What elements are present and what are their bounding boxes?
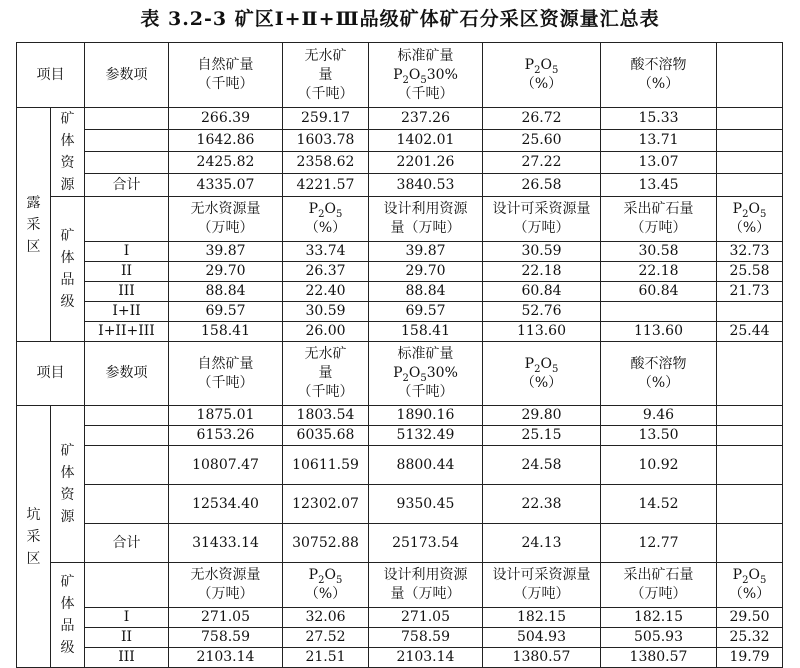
cell-text: 矿 [60, 111, 75, 127]
area-label-open-pit [17, 108, 51, 342]
table-row [17, 648, 783, 668]
data-cell: 30.59 [483, 242, 601, 262]
cell-text: 2 [534, 64, 541, 76]
cell-text: 采出矿石量 [623, 567, 694, 583]
cell-text: 2 [742, 208, 749, 220]
cell-text: O [324, 567, 336, 583]
data-cell: 504.93 [483, 628, 601, 648]
data-cell: 2103.14 [169, 648, 283, 668]
cell-text: （%） [728, 220, 771, 236]
p2o5-header-cell [717, 197, 783, 242]
header-empty [717, 342, 783, 406]
data-cell [601, 302, 717, 322]
cell-text: O [408, 66, 421, 83]
data-cell: 60.84 [601, 282, 717, 302]
data-cell: 1380.57 [483, 648, 601, 668]
grade-header-design-use [369, 563, 483, 608]
data-cell: 182.15 [601, 608, 717, 628]
data-cell: 12.77 [601, 524, 717, 563]
table-row [17, 302, 783, 322]
data-cell [717, 446, 783, 485]
data-cell: 505.93 [601, 628, 717, 648]
cell-text: 无水资源量 [190, 201, 261, 217]
data-cell: 182.15 [483, 608, 601, 628]
data-cell: 14.52 [601, 485, 717, 524]
data-cell: 1380.57 [601, 648, 717, 668]
data-cell: 1875.01 [169, 406, 283, 426]
cell-text: O [324, 201, 336, 217]
data-cell: 10611.59 [283, 446, 369, 485]
data-cell: III [85, 648, 169, 668]
cell-text: O [748, 567, 760, 583]
p2o5-header-cell [283, 197, 369, 242]
cell-text: 露 [26, 194, 41, 211]
data-cell: 合计 [85, 524, 169, 563]
data-cell: 3840.53 [369, 174, 483, 197]
data-cell: 12534.40 [169, 485, 283, 524]
table-row [17, 628, 783, 648]
table-row [17, 282, 783, 302]
table-row [17, 608, 783, 628]
data-cell [85, 426, 169, 446]
cell-text: 5 [551, 64, 559, 76]
data-cell: 52.76 [483, 302, 601, 322]
resource-summary-table [16, 42, 783, 668]
cell-text: 2 [318, 208, 325, 220]
cell-text: 2 [318, 574, 325, 586]
table-row [17, 426, 783, 446]
data-cell: 22.18 [483, 262, 601, 282]
cell-text: 体 [60, 133, 75, 149]
cell-text: 无水矿 [304, 346, 347, 362]
cell-text: （千吨） [297, 384, 354, 400]
header-project: 项目 [17, 43, 85, 108]
header-project: 项目 [17, 342, 85, 406]
data-cell: 8800.44 [369, 446, 483, 485]
cell-text: 区 [26, 550, 41, 567]
data-cell: 33.74 [283, 242, 369, 262]
header-anhydrous-ore [283, 43, 369, 108]
cell-text: （千吨） [197, 76, 254, 92]
cell-text: （万吨） [197, 586, 254, 602]
cell-text: 标准矿量 [397, 346, 454, 362]
data-cell: 6153.26 [169, 426, 283, 446]
cell-text: 2 [402, 372, 409, 384]
cell-text: （万吨） [630, 220, 687, 236]
data-cell: 22.18 [601, 262, 717, 282]
cell-text: P [308, 201, 319, 217]
grade-label-underground [51, 563, 85, 668]
data-cell [717, 174, 783, 197]
grade-header-design-mineable [483, 563, 601, 608]
data-cell: 30752.88 [283, 524, 369, 563]
data-cell: 113.60 [601, 322, 717, 342]
data-cell: I+II+III [85, 322, 169, 342]
data-cell: 69.57 [169, 302, 283, 322]
body-label-resource [51, 108, 85, 197]
table-body [17, 43, 783, 668]
cell-text: 30% [426, 365, 458, 381]
data-cell [85, 446, 169, 485]
header-anhydrous-ore [283, 342, 369, 406]
grade-header-anhydrous [169, 563, 283, 608]
data-cell: 1603.78 [283, 130, 369, 152]
data-cell: 25.15 [483, 426, 601, 446]
cell-text: 采 [26, 216, 41, 233]
data-cell: 259.17 [283, 108, 369, 130]
data-cell: 5132.49 [369, 426, 483, 446]
data-cell: 22.38 [483, 485, 601, 524]
data-cell: I+II [85, 302, 169, 322]
body-label-resource [51, 406, 85, 563]
data-cell: 13.71 [601, 130, 717, 152]
data-cell: 271.05 [369, 608, 483, 628]
cell-text: O [408, 365, 421, 381]
cell-text: 5 [759, 574, 767, 586]
data-cell: 13.07 [601, 152, 717, 174]
grade-label-open-pit [51, 197, 85, 342]
cell-text: 级 [60, 640, 75, 656]
data-cell [85, 406, 169, 426]
data-cell: 31433.14 [169, 524, 283, 563]
cell-text: 无水矿 [304, 47, 347, 64]
cell-text: 源 [60, 509, 75, 525]
data-cell: 2425.82 [169, 152, 283, 174]
cell-text: 资 [60, 155, 75, 171]
data-cell [85, 108, 169, 130]
p2o5-header-cell [483, 43, 601, 108]
cell-text: （%） [520, 76, 563, 92]
cell-text: 自然矿量 [197, 57, 254, 73]
cell-text: 30% [426, 66, 458, 83]
cell-text: 5 [759, 208, 767, 220]
table-row [17, 108, 783, 130]
cell-text: 量 [318, 365, 333, 381]
data-cell: 26.58 [483, 174, 601, 197]
data-cell [85, 130, 169, 152]
cell-text: 量 [318, 66, 333, 83]
data-cell: 32.73 [717, 242, 783, 262]
header-insoluble [601, 43, 717, 108]
data-cell: 25173.54 [369, 524, 483, 563]
cell-text: 源 [60, 177, 75, 193]
cell-text: O [748, 201, 760, 217]
cell-text: （万吨） [513, 586, 570, 602]
cell-text: 2 [534, 363, 541, 375]
data-cell [717, 108, 783, 130]
area-label-underground [17, 406, 51, 668]
data-cell: 24.13 [483, 524, 601, 563]
data-cell: 12302.07 [283, 485, 369, 524]
cell-text: 量（万吨） [390, 220, 461, 236]
cell-text: （千吨） [297, 85, 354, 102]
cell-text: 设计可采资源量 [492, 567, 591, 583]
data-cell: 21.51 [283, 648, 369, 668]
header-param: 参数项 [85, 43, 169, 108]
table-title: 表 3.2-3 矿区Ⅰ+Ⅱ+Ⅲ品级矿体矿石分采区资源量汇总表 [140, 8, 660, 30]
cell-text: P [524, 355, 535, 372]
cell-text: （千吨） [397, 384, 454, 400]
cell-text: 无水资源量 [190, 567, 261, 583]
table-row [17, 406, 783, 426]
table-row [17, 152, 783, 174]
cell-text: 设计利用资源 [383, 567, 468, 583]
cell-text: 采 [26, 528, 41, 545]
cell-text: O [540, 57, 552, 73]
table-row [17, 197, 783, 242]
data-cell [85, 485, 169, 524]
cell-text: 矿 [60, 228, 75, 244]
data-cell: I [85, 242, 169, 262]
cell-text: 体 [60, 250, 75, 266]
cell-text: （%） [520, 374, 563, 391]
data-cell: 1402.01 [369, 130, 483, 152]
data-cell: 4221.57 [283, 174, 369, 197]
table-row [17, 322, 783, 342]
data-cell: 26.72 [483, 108, 601, 130]
data-cell: 758.59 [169, 628, 283, 648]
data-cell: 25.60 [483, 130, 601, 152]
data-cell: 9.46 [601, 406, 717, 426]
cell-text: 2 [402, 74, 409, 86]
data-cell: 266.39 [169, 108, 283, 130]
data-cell: 113.60 [483, 322, 601, 342]
header-natural-ore [169, 342, 283, 406]
data-cell: 1803.54 [283, 406, 369, 426]
header-standard-ore [369, 342, 483, 406]
data-cell: 6035.68 [283, 426, 369, 446]
cell-text: 自然矿量 [197, 355, 254, 372]
cell-text: 采出矿石量 [623, 201, 694, 217]
cell-text: 5 [335, 574, 343, 586]
data-cell: II [85, 628, 169, 648]
table-row [17, 43, 783, 108]
table-row [17, 563, 783, 608]
data-cell: 13.50 [601, 426, 717, 446]
header-empty [717, 43, 783, 108]
data-cell [717, 152, 783, 174]
data-cell: 26.37 [283, 262, 369, 282]
cell-text: 5 [335, 208, 343, 220]
data-cell: 24.58 [483, 446, 601, 485]
cell-text: 标准矿量 [397, 47, 454, 64]
grade-param-empty [85, 197, 169, 242]
cell-text: O [540, 355, 552, 372]
data-cell: 4335.07 [169, 174, 283, 197]
data-cell: 9350.45 [369, 485, 483, 524]
cell-text: P [732, 567, 743, 583]
grade-header-design-mineable [483, 197, 601, 242]
data-cell [717, 406, 783, 426]
data-cell: 25.32 [717, 628, 783, 648]
data-cell: 13.45 [601, 174, 717, 197]
data-cell: 21.73 [717, 282, 783, 302]
cell-text: 酸不溶物 [630, 57, 687, 73]
data-cell: 27.22 [483, 152, 601, 174]
data-cell: 30.59 [283, 302, 369, 322]
data-cell [85, 152, 169, 174]
data-cell: 26.00 [283, 322, 369, 342]
data-cell: 88.84 [369, 282, 483, 302]
cell-text: 体 [60, 596, 75, 612]
data-cell: 29.80 [483, 406, 601, 426]
grade-header-anhydrous [169, 197, 283, 242]
table-row [17, 242, 783, 262]
data-cell: 60.84 [483, 282, 601, 302]
data-cell: 2358.62 [283, 152, 369, 174]
data-cell: 158.41 [169, 322, 283, 342]
data-cell: 69.57 [369, 302, 483, 322]
cell-text: 矿 [60, 443, 75, 459]
data-cell: 10807.47 [169, 446, 283, 485]
data-cell: 27.52 [283, 628, 369, 648]
cell-text: （千吨） [397, 85, 454, 102]
data-cell [717, 302, 783, 322]
table-row [17, 262, 783, 282]
header-param: 参数项 [85, 342, 169, 406]
data-cell: 39.87 [369, 242, 483, 262]
data-cell: 22.40 [283, 282, 369, 302]
data-cell [717, 130, 783, 152]
cell-text: 设计可采资源量 [492, 201, 591, 217]
data-cell [717, 485, 783, 524]
grade-header-ore-mined [601, 197, 717, 242]
cell-text: 级 [60, 294, 75, 310]
cell-text: 资 [60, 487, 75, 503]
table-row [17, 524, 783, 563]
header-natural-ore [169, 43, 283, 108]
grade-header-design-use [369, 197, 483, 242]
data-cell: 158.41 [369, 322, 483, 342]
cell-text: 2 [742, 574, 749, 586]
cell-text: （%） [304, 586, 347, 602]
data-cell: 29.70 [169, 262, 283, 282]
data-cell: 758.59 [369, 628, 483, 648]
data-cell: II [85, 262, 169, 282]
header-insoluble [601, 342, 717, 406]
data-cell: 32.06 [283, 608, 369, 628]
p2o5-header-cell [483, 342, 601, 406]
data-cell: 30.58 [601, 242, 717, 262]
cell-text: （%） [637, 76, 680, 92]
table-row [17, 174, 783, 197]
p2o5-header-cell [283, 563, 369, 608]
cell-text: 品 [60, 618, 75, 634]
cell-text: 体 [60, 465, 75, 481]
cell-text: 设计利用资源 [383, 201, 468, 217]
cell-text: 区 [26, 238, 41, 255]
cell-text: （千吨） [197, 374, 254, 391]
data-cell: 39.87 [169, 242, 283, 262]
data-cell: 合计 [85, 174, 169, 197]
cell-text: P [308, 567, 319, 583]
data-cell: 88.84 [169, 282, 283, 302]
cell-text: P [524, 57, 535, 73]
cell-text: 矿 [60, 574, 75, 590]
data-cell: 19.79 [717, 648, 783, 668]
cell-text: （%） [637, 374, 680, 391]
data-cell [717, 426, 783, 446]
data-cell: 2201.26 [369, 152, 483, 174]
cell-text: 量（万吨） [390, 586, 461, 602]
data-cell: 15.33 [601, 108, 717, 130]
cell-text: P [732, 201, 743, 217]
data-cell: 2103.14 [369, 648, 483, 668]
data-cell [717, 524, 783, 563]
data-cell: 29.50 [717, 608, 783, 628]
cell-text: 坑 [26, 506, 41, 523]
cell-text: 品 [60, 272, 75, 288]
data-cell: 29.70 [369, 262, 483, 282]
data-cell: 271.05 [169, 608, 283, 628]
cell-text: （万吨） [630, 586, 687, 602]
cell-text: （万吨） [197, 220, 254, 236]
cell-text: 酸不溶物 [630, 355, 687, 372]
cell-text: （%） [304, 220, 347, 236]
grade-header-ore-mined [601, 563, 717, 608]
cell-text: （万吨） [513, 220, 570, 236]
cell-text: 5 [551, 363, 559, 375]
data-cell: 25.44 [717, 322, 783, 342]
data-cell: 25.58 [717, 262, 783, 282]
table-row [17, 342, 783, 406]
data-cell: 237.26 [369, 108, 483, 130]
data-cell: III [85, 282, 169, 302]
p2o5-header-cell [717, 563, 783, 608]
table-row [17, 446, 783, 485]
data-cell: 10.92 [601, 446, 717, 485]
table-row [17, 130, 783, 152]
table-row [17, 485, 783, 524]
cell-text: P [393, 365, 403, 381]
data-cell: 1642.86 [169, 130, 283, 152]
cell-text: P [393, 66, 403, 83]
header-standard-ore [369, 43, 483, 108]
data-cell: I [85, 608, 169, 628]
data-cell: 1890.16 [369, 406, 483, 426]
cell-text: （%） [728, 586, 771, 602]
cell-text: 5 [420, 372, 427, 384]
cell-text: 5 [420, 74, 427, 86]
grade-param-empty [85, 563, 169, 608]
